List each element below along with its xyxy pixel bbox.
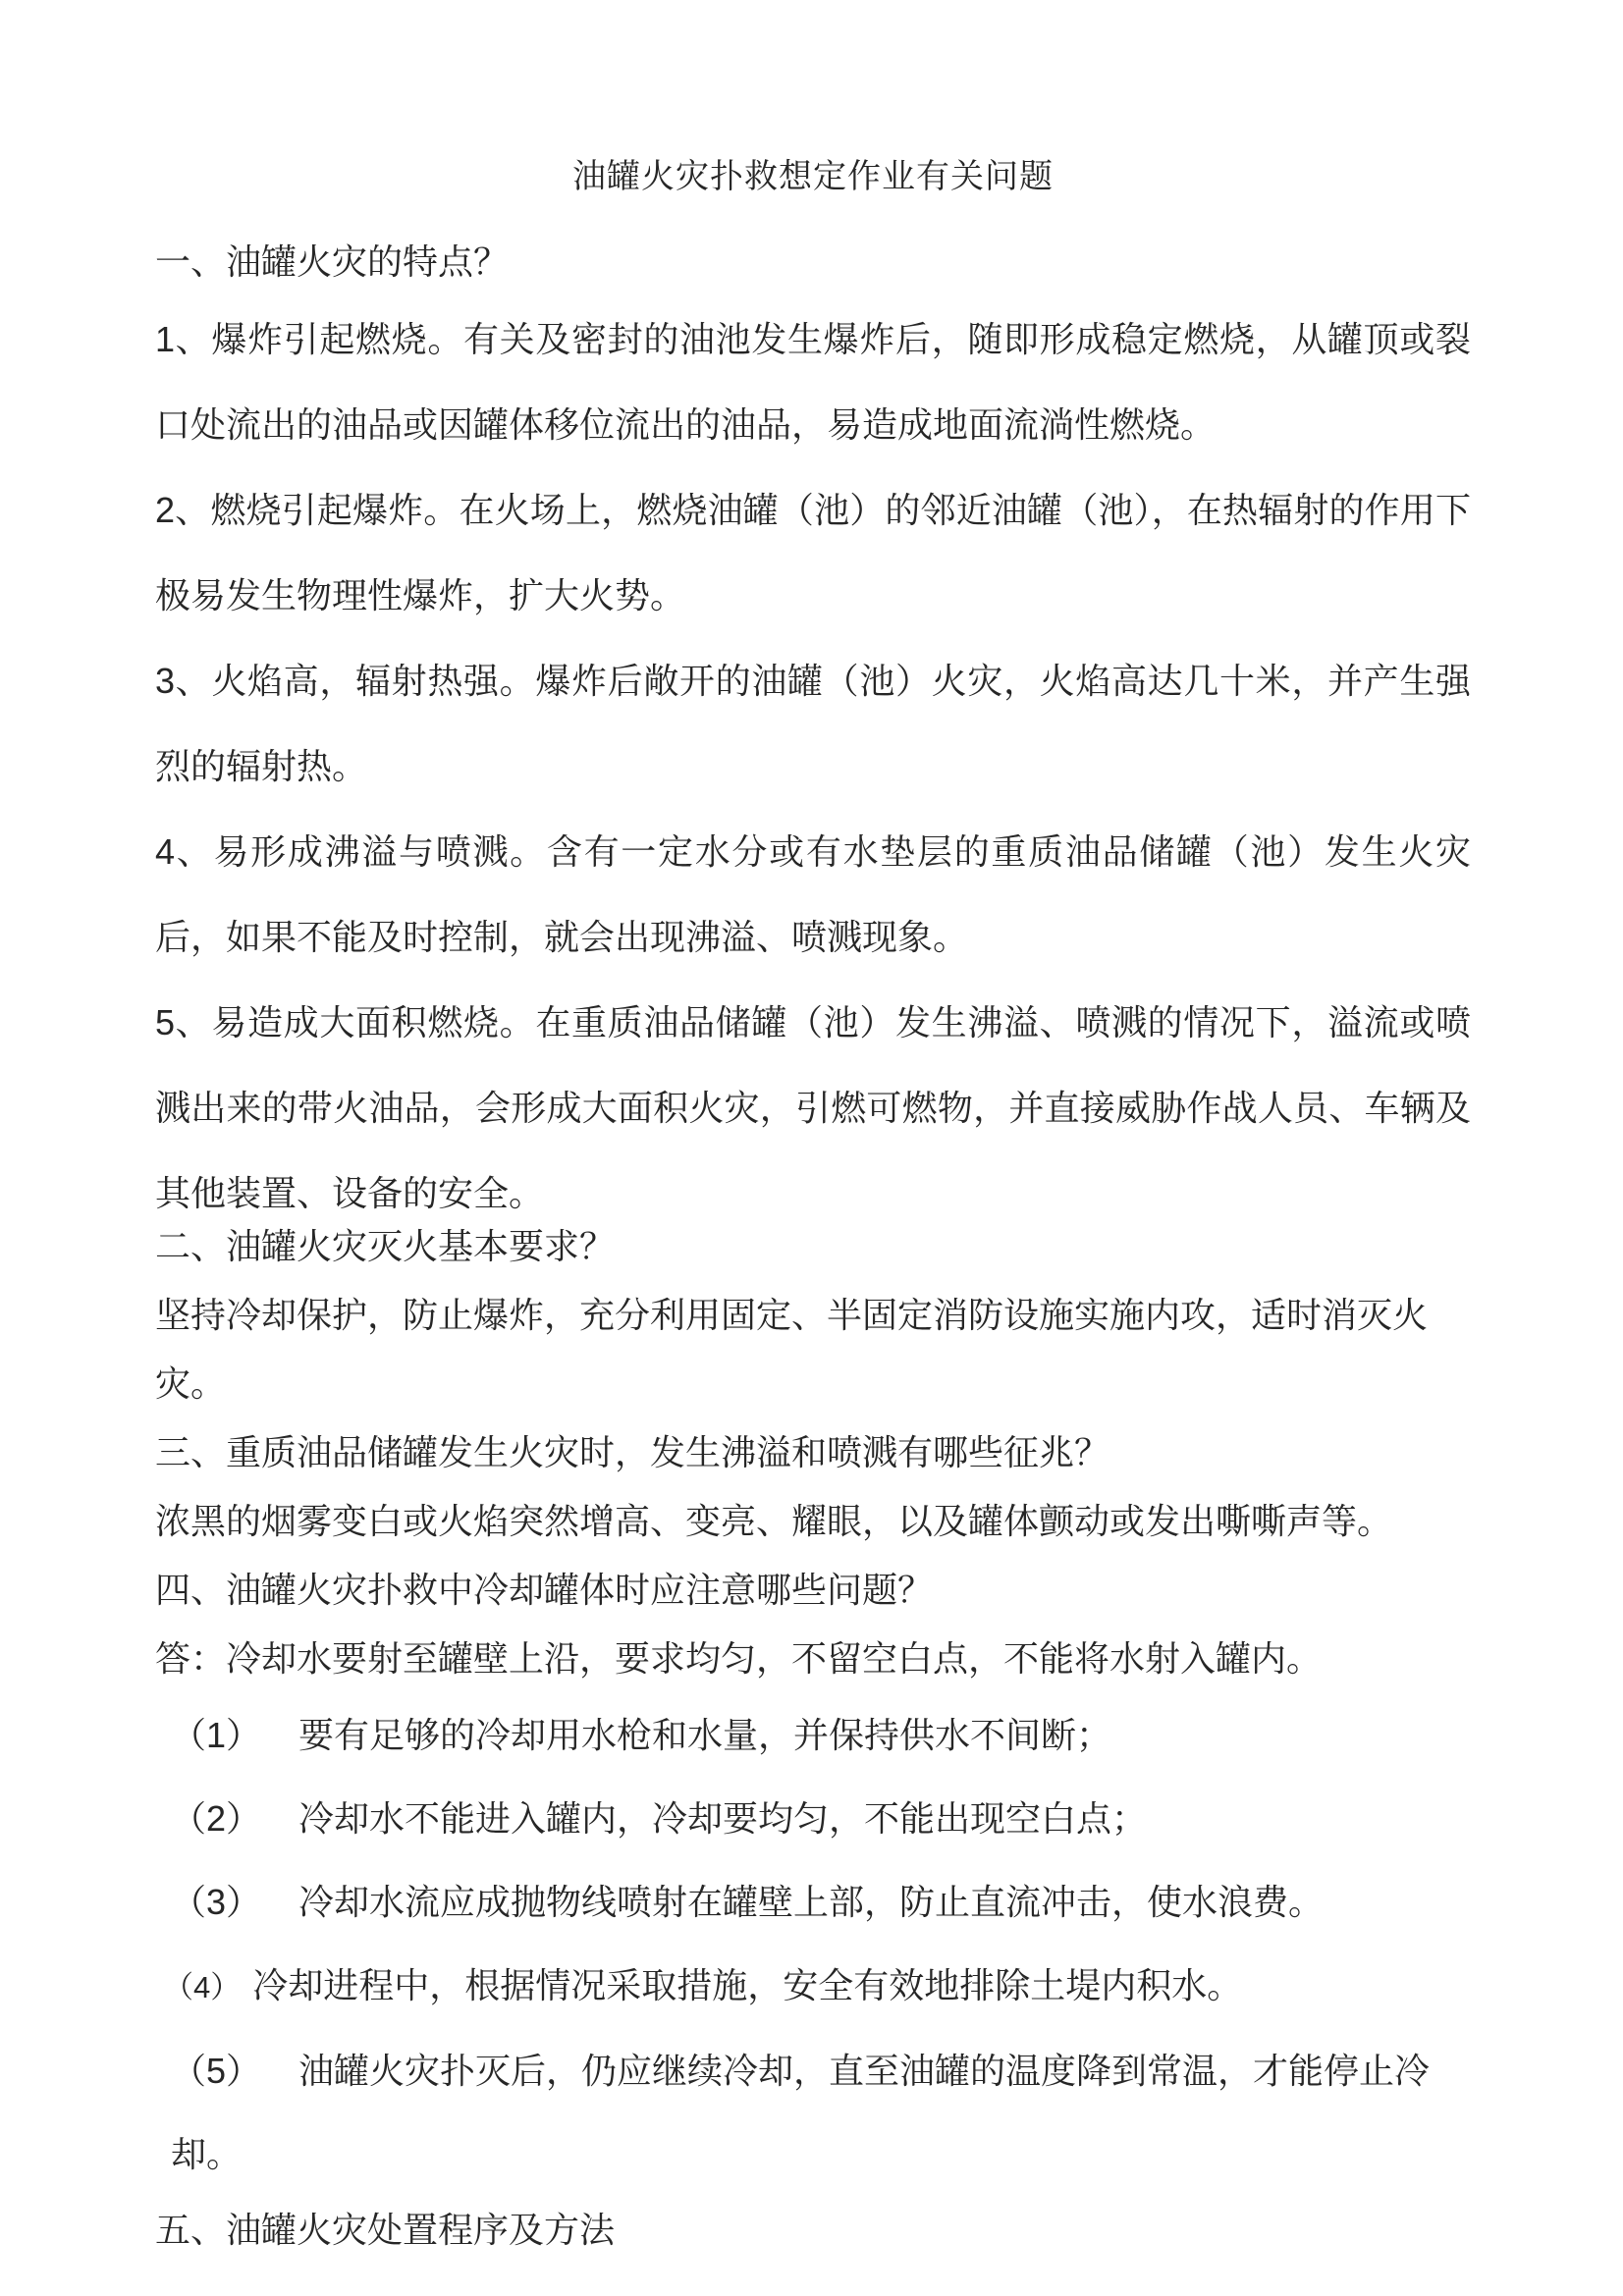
answer-section-2: 坚持冷却保护，防止爆炸，充分利用固定、半固定消防设施实施内攻，适时消灭火灾。 [155, 1295, 1429, 1404]
item-3-label: （3） [171, 1882, 262, 1922]
item-4-text: 冷却进程中，根据情况采取措施，安全有效地排除土堤内积水。 [252, 1965, 1243, 2005]
list-item-5 [155, 2029, 1471, 2196]
item-2-label: （2） [171, 1798, 262, 1839]
paragraph-feature-4: 4、易形成沸溢与喷溅。含有一定水分或有水垫层的重质油品储罐（池）发生火灾后，如果不能及时控制，就会出现沸溢、喷溅现象。 [155, 831, 1471, 957]
heading-section-1: 一、油罐火灾的特点？ [155, 241, 510, 282]
document-title: 油罐火灾扑救想定作业有关问题 [572, 158, 1054, 195]
paragraph-feature-5: 5、易造成大面积燃烧。在重质油品储罐（池）发生沸溢、喷溅的情况下，溢流或喷溅出来的带火油品，会形成大面积火灾，引燃可燃物，并直接威胁作战人员、车辆及其他装置、设备的安全。 [155, 1002, 1471, 1213]
answer-section-4: 答：冷却水要射至罐壁上沿，要求均匀，不留空白点，不能将水射入罐内。 [155, 1638, 1323, 1679]
heading-section-5: 五、油罐火灾处置程序及方法 [155, 2210, 616, 2250]
list-item-2 [155, 1777, 1471, 1860]
item-5-text: 油罐火灾扑灭后，仍应继续冷却，直至油罐的温度降到常温，才能停止冷却。 [171, 2051, 1431, 2174]
heading-section-3: 三、重质油品储罐发生火灾时，发生沸溢和喷溅有哪些征兆？ [155, 1432, 1110, 1472]
list-item-1 [155, 1693, 1471, 1777]
paragraph-feature-2: 2、燃烧引起爆炸。在火场上，燃烧油罐（池）的邻近油罐（池），在热辐射的作用下极易发生物理性爆炸，扩大火势。 [155, 490, 1471, 615]
list-item-4 [155, 1944, 1471, 2029]
heading-section-2: 二、油罐火灾灭火基本要求？ [155, 1226, 616, 1266]
answer-section-3: 浓黑的烟雾变白或火焰突然增高、变亮、耀眼，以及罐体颤动或发出嘶嘶声等。 [155, 1501, 1393, 1541]
item-1-label: （1） [171, 1715, 262, 1755]
item-1-text: 要有足够的冷却用水枪和水量，并保持供水不间断； [298, 1715, 1112, 1755]
paragraph-feature-1: 1、爆炸引起燃烧。有关及密封的油池发生爆炸后，随即形成稳定燃烧，从罐顶或裂口处流出的油品或因罐体移位流出的油品，易造成地面流淌性燃烧。 [155, 319, 1471, 445]
item-2-text: 冷却水不能进入罐内，冷却要均匀，不能出现空白点； [298, 1798, 1148, 1839]
item-5-label: （5） [171, 2051, 262, 2091]
item-4-label: （4） [163, 1970, 242, 2004]
paragraph-feature-3: 3、火焰高，辐射热强。爆炸后敞开的油罐（池）火灾，火焰高达几十米，并产生强烈的辐射热。 [155, 661, 1471, 786]
item-3-text: 冷却水流应成抛物线喷射在罐壁上部，防止直流冲击，使水浪费。 [298, 1882, 1325, 1922]
heading-section-4: 四、油罐火灾扑救中冷却罐体时应注意哪些问题？ [155, 1570, 934, 1610]
list-item-3 [155, 1860, 1471, 1944]
